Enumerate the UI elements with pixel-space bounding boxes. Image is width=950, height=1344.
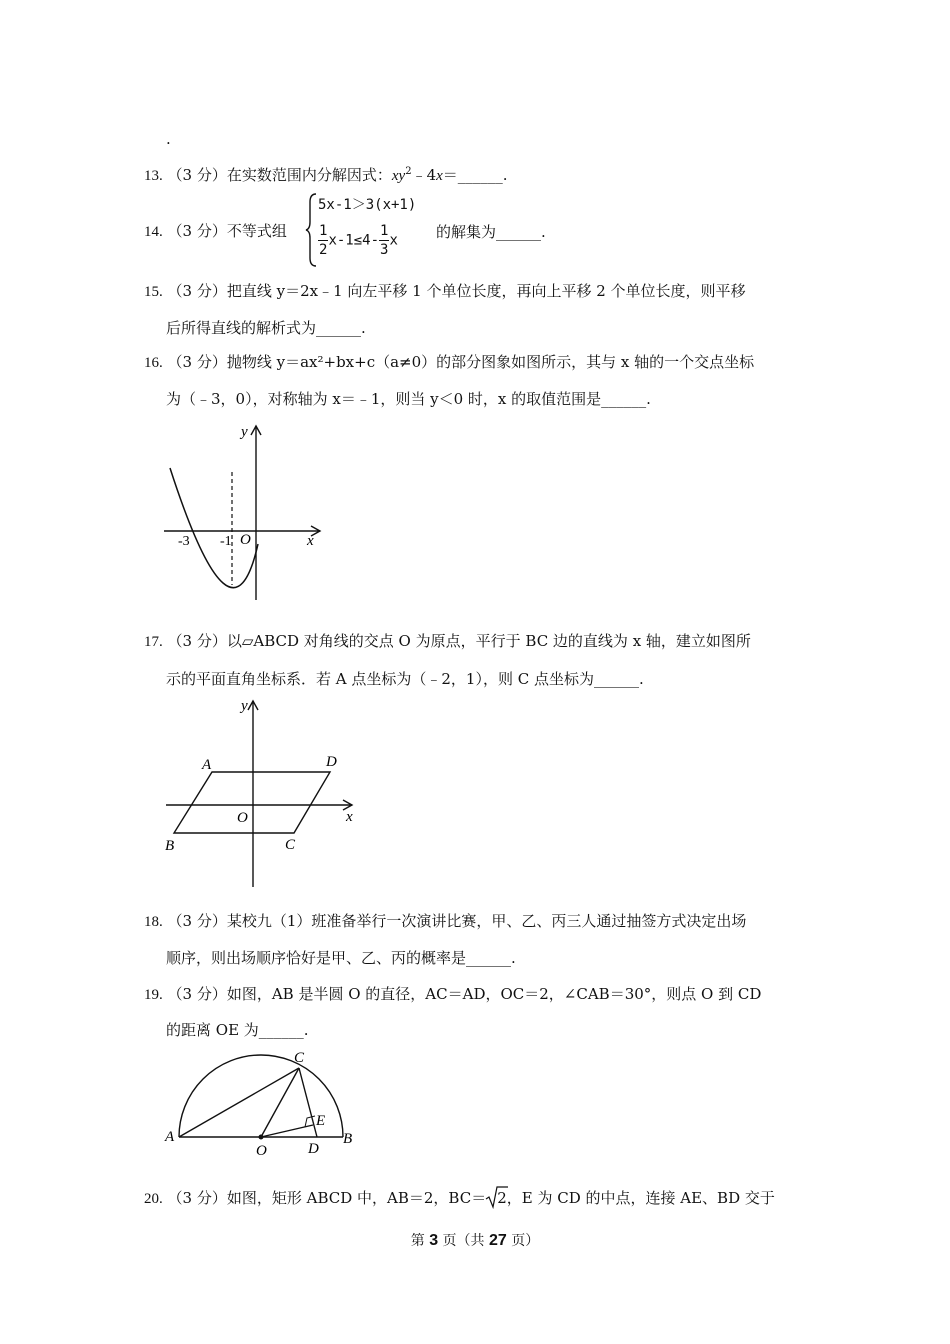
- q19-label-c: C: [294, 1050, 305, 1066]
- question-13: [144, 162, 508, 186]
- q19-semicircle-figure: [160, 1045, 365, 1160]
- q14-number: 14.: [144, 224, 163, 240]
- q14-frac2-num: 1: [380, 223, 389, 239]
- q19-number: 19.: [144, 987, 163, 1003]
- q17-origin-label: O: [237, 810, 248, 826]
- q16-line-1: 抛物线 y＝ax²+bx+c（a≠0）的部分图象如图所示，其与 x 轴的一个交点坐标: [226, 353, 755, 371]
- q17-y-label: y: [241, 698, 248, 714]
- q18-number: 18.: [144, 914, 163, 930]
- question-20: [144, 1188, 775, 1209]
- q16-origin-label: O: [240, 532, 251, 548]
- q17-line-1: 以▱ABCD 对角线的交点 O 为原点，平行于 BC 边的直线为 x 轴，建立如图所: [226, 632, 751, 650]
- footer-post: 页）: [506, 1233, 540, 1249]
- q14-tail: 的解集为______.: [436, 223, 546, 241]
- q16-x-label: x: [307, 533, 314, 549]
- question-15: [144, 281, 746, 302]
- q17-label-d: D: [326, 754, 337, 770]
- q20-number: 20.: [144, 1191, 163, 1207]
- question-14: [144, 221, 287, 242]
- q19-score: （3 分）: [167, 985, 227, 1003]
- q17-label-c: C: [285, 837, 296, 853]
- q13-expr-b: ﹣4: [411, 166, 437, 184]
- question-16: [144, 352, 754, 373]
- footer-total-pages: 27: [489, 1232, 507, 1249]
- question-18: [144, 911, 746, 932]
- q13-text: 在实数范围内分解因式：: [226, 166, 392, 184]
- footer-pre: 第: [410, 1233, 430, 1249]
- page-footer: [0, 1230, 950, 1250]
- q14-frac1-num: 1: [319, 223, 328, 239]
- q14-ineq-2: [318, 222, 398, 259]
- q14-frac2-den: 3: [380, 242, 389, 258]
- q14-score: （3 分）: [167, 222, 227, 240]
- q13-expr-c: x: [436, 168, 443, 184]
- q16-line-2: 为（﹣3，0），对称轴为 x＝﹣1，则当 y＜0 时，x 的取值范围是______.: [166, 390, 651, 408]
- q19-label-o: O: [256, 1143, 267, 1159]
- q19-label-e: E: [316, 1113, 326, 1129]
- stray-dot: .: [166, 130, 171, 148]
- footer-mid: 页（共: [438, 1233, 489, 1249]
- q15-score: （3 分）: [167, 282, 227, 300]
- q14-ineq-1: 5x-1＞3(x+1): [318, 197, 417, 213]
- q15-number: 15.: [144, 284, 163, 300]
- q17-parallelogram-figure: [160, 695, 365, 890]
- q16-y-label: y: [241, 424, 248, 440]
- q14-mid: x-1≤4-: [328, 232, 380, 249]
- q17-number: 17.: [144, 634, 163, 650]
- q13-tail: ＝______.: [442, 166, 508, 184]
- q14-text: 不等式组: [226, 222, 287, 240]
- q19-line-1: 如图，AB 是半圆 O 的直径，AC＝AD，OC＝2，∠CAB＝30°，则点 O 到 CD: [226, 985, 762, 1003]
- q20-sqrt-value: 2: [497, 1189, 507, 1207]
- q19-line-2: 的距离 OE 为______.: [166, 1021, 309, 1039]
- q16-tick-m1: -1: [220, 534, 232, 549]
- q16-score: （3 分）: [167, 353, 227, 371]
- q16-parabola-figure: [160, 420, 330, 605]
- question-17: [144, 631, 751, 652]
- q13-number: 13.: [144, 168, 163, 184]
- q18-score: （3 分）: [167, 912, 227, 930]
- q16-tick-m3: -3: [178, 534, 190, 549]
- q20-score: （3 分）: [167, 1189, 227, 1207]
- q13-expr-a: xy: [391, 168, 406, 184]
- q15-line-1: 把直线 y＝2x﹣1 向左平移 1 个单位长度，再向上平移 2 个单位长度，则平移: [226, 282, 746, 300]
- q18-line-1: 某校九（1）班准备举行一次演讲比赛，甲、乙、丙三人通过抽签方式决定出场: [226, 912, 747, 930]
- q17-x-label: x: [346, 809, 353, 825]
- q17-line-2: 示的平面直角坐标系．若 A 点坐标为（﹣2，1），则 C 点坐标为______.: [166, 670, 644, 688]
- q20-sqrt: [486, 1188, 507, 1208]
- q18-line-2: 顺序，则出场顺序恰好是甲、乙、丙的概率是______.: [166, 949, 516, 967]
- q19-label-d: D: [308, 1141, 319, 1157]
- q17-score: （3 分）: [167, 632, 227, 650]
- q14-end: x: [389, 232, 398, 249]
- q15-line-2: 后所得直线的解析式为______.: [166, 319, 366, 337]
- q19-label-a: A: [165, 1129, 175, 1145]
- q16-number: 16.: [144, 355, 163, 371]
- q20-text-b: ，E 为 CD 的中点，连接 AE、BD 交于: [506, 1189, 775, 1207]
- q13-score: （3 分）: [167, 166, 227, 184]
- q17-label-b: B: [165, 838, 175, 854]
- q20-text-a: 如图，矩形 ABCD 中，AB＝2，BC＝: [226, 1189, 487, 1207]
- q14-frac1-den: 2: [319, 242, 328, 258]
- footer-page-number: 3: [429, 1232, 439, 1249]
- q17-label-a: A: [202, 757, 212, 773]
- q19-label-b: B: [343, 1131, 353, 1147]
- q14-brace: [306, 192, 318, 268]
- question-19: [144, 984, 761, 1005]
- q13-sup: 2: [405, 166, 412, 177]
